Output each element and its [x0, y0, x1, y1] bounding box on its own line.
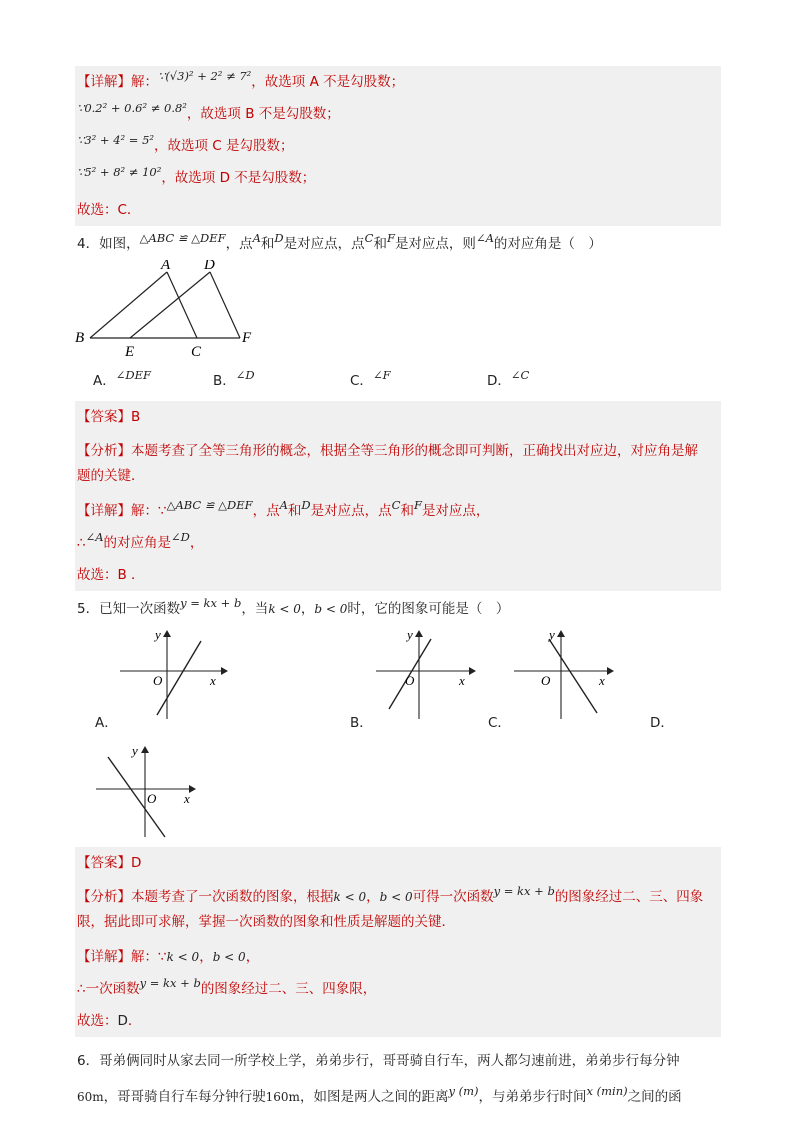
option-math: ∠D — [235, 368, 255, 382]
math-expression: y = kx + b — [139, 976, 201, 990]
origin-label: O — [405, 673, 415, 688]
text: ， — [199, 949, 213, 965]
axis-x-label: x — [599, 673, 605, 688]
q5-analysis — [75, 879, 721, 941]
q4-detail-line-2 — [75, 527, 721, 559]
text: 时，它的图象可能是（ ） — [347, 601, 510, 617]
function-line — [108, 757, 165, 837]
q4-answer-line — [75, 401, 721, 433]
answer-tag: 【答案】 — [77, 855, 131, 871]
analysis-text: 本题考查了一次函数的图象，根据 — [131, 889, 334, 905]
text: ∴一次函数 — [77, 981, 140, 997]
q6-stem-line-2 — [75, 1077, 721, 1113]
math-expression: y (m) — [448, 1084, 479, 1098]
math-expression: ∠A — [475, 231, 494, 245]
math-expression: ∠A — [85, 530, 104, 544]
detail-tag: 【详解】 — [77, 503, 131, 519]
text: ∴ — [77, 535, 86, 551]
math-var: D — [274, 231, 284, 245]
graph-label-c[interactable]: C． — [488, 715, 511, 731]
math-expression: △ABC ≌ △DEF — [139, 231, 226, 245]
option-math: ∠F — [372, 368, 391, 382]
math-var: A — [252, 231, 261, 245]
detail-tag: 【详解】 — [77, 949, 131, 965]
option-d[interactable] — [487, 368, 530, 391]
text: ，与弟弟步行时间 — [478, 1089, 587, 1105]
axis-x-label: x — [210, 673, 216, 688]
segment-ba — [90, 272, 167, 338]
q5-detail-line-2 — [75, 973, 721, 1005]
worksheet-page — [75, 66, 721, 1113]
math-expression: k < 0 — [268, 602, 301, 616]
detail-tag: 【详解】 — [77, 74, 131, 90]
text: 和 — [260, 236, 275, 252]
analysis-tag: 【分析】 — [77, 889, 131, 905]
point-label-e: E — [125, 344, 135, 360]
axis-y-label: y — [549, 627, 555, 642]
answer-tag: 【答案】 — [77, 409, 131, 425]
function-line — [549, 639, 597, 713]
text: ，点 — [252, 503, 280, 519]
math-expression: b < 0 — [212, 950, 246, 964]
text: 是对应点，则 — [394, 236, 476, 252]
graph-d[interactable] — [93, 741, 198, 841]
option-label: A． — [93, 373, 116, 389]
q4-options — [75, 365, 721, 397]
text: 之间的函 — [627, 1089, 682, 1105]
point-label-d: D — [204, 260, 215, 273]
text: ， — [245, 949, 260, 965]
option-label: C． — [350, 373, 373, 389]
math-quantity: 60m — [77, 1090, 104, 1104]
text: ，如图是两人之间的距离 — [299, 1089, 449, 1105]
text: 是对应点，点 — [283, 236, 365, 252]
analysis-text: 题的关键． — [77, 468, 145, 484]
axis-x-label: x — [184, 791, 190, 806]
text: ，故选项 B 不是勾股数； — [186, 106, 340, 122]
math-expression: ∵(√3)² + 2² ≠ 7² — [158, 69, 252, 83]
option-label: D． — [487, 373, 511, 389]
q3-detail-block — [75, 66, 721, 226]
option-math: ∠C — [510, 368, 530, 382]
math-expression: ∠D — [171, 530, 190, 544]
origin-label: O — [147, 791, 157, 806]
question-number: 5．已知一次函数 — [77, 601, 181, 617]
q5-detail-line-1 — [75, 941, 721, 973]
analysis-text: 限，据此即可求解，掌握一次函数的图象和性质是解题的关键． — [77, 914, 455, 930]
axis-y-label: y — [132, 743, 138, 758]
math-expression: b < 0 — [379, 890, 413, 904]
answer-value: D — [117, 1013, 128, 1029]
q3-detail-line-1 — [75, 66, 721, 98]
text: ，故选项 D 不是勾股数； — [161, 170, 316, 186]
answer-value: B — [131, 409, 141, 425]
segment-ac — [167, 272, 197, 338]
answer-value: D — [131, 855, 142, 871]
q4-stem — [75, 228, 721, 260]
analysis-text: 可得一次函数 — [412, 889, 494, 905]
math-var: F — [413, 498, 422, 512]
axis-y-label: y — [155, 627, 161, 642]
q5-solution-block — [75, 847, 721, 1037]
math-var: A — [279, 498, 288, 512]
math-var: C — [364, 231, 374, 245]
q5-answer-line — [75, 847, 721, 879]
origin-label: O — [153, 673, 163, 688]
question-number: 4．如图， — [77, 236, 140, 252]
text: 解：∵ — [131, 503, 167, 519]
q4-detail-line-1 — [75, 495, 721, 527]
text: 故选： — [77, 1013, 118, 1029]
math-expression: k < 0 — [166, 950, 200, 964]
text: 的图象经过二、三、四象限， — [200, 981, 377, 997]
math-expression: x (min) — [586, 1084, 628, 1098]
option-math: ∠DEF — [115, 368, 151, 382]
text: 解： — [131, 74, 158, 90]
math-expression: b < 0 — [314, 602, 348, 616]
text: ，点 — [225, 236, 253, 252]
math-expression: ∵0.2² + 0.6² ≠ 0.8² — [77, 101, 187, 115]
segment-ed — [130, 272, 210, 338]
math-expression: y = kx + b — [180, 596, 242, 610]
math-expression: △ABC ≌ △DEF — [166, 498, 253, 512]
text: ， — [189, 535, 204, 551]
text: ， — [366, 889, 380, 905]
graph-label-d[interactable]: D． — [650, 715, 674, 731]
q4-choose-line: 故选：B ． — [77, 567, 145, 583]
point-label-b: B — [75, 330, 85, 346]
text: 是对应点， — [421, 503, 490, 519]
graph-b[interactable] — [371, 627, 476, 722]
option-c[interactable] — [350, 368, 487, 391]
graph-label-b[interactable]: B． — [350, 715, 373, 731]
text: ． — [127, 1013, 142, 1029]
q4-solution-block — [75, 401, 721, 591]
origin-label: O — [541, 673, 551, 688]
q3-detail-line-4 — [75, 162, 721, 194]
segment-df — [210, 272, 240, 338]
function-line — [157, 641, 201, 715]
graph-label-a[interactable]: A． — [95, 715, 118, 731]
math-expression: k < 0 — [333, 890, 367, 904]
math-expression: ∵3² + 4² = 5² — [77, 133, 154, 147]
text: 和 — [400, 503, 414, 519]
math-var: F — [386, 231, 395, 245]
text: 和 — [287, 503, 302, 519]
axis-x-label: x — [459, 673, 465, 688]
point-label-a: A — [161, 260, 171, 273]
axis-y-label: y — [407, 627, 413, 642]
text: 解：∵ — [131, 949, 167, 965]
text: ，哥哥骑自行车每分钟行驶 — [103, 1089, 266, 1105]
text: ，故选项 C 是勾股数； — [154, 138, 294, 154]
q5-choose-line — [75, 1005, 721, 1037]
analysis-text: 的图象经过二、三、四象 — [554, 889, 704, 905]
text: 是对应点，点 — [310, 503, 392, 519]
math-quantity: 160m — [265, 1090, 300, 1104]
text: 的对应角是（ ） — [493, 236, 602, 252]
math-expression: ∵5² + 8² ≠ 10² — [77, 165, 162, 179]
q4-analysis — [75, 433, 721, 495]
text: 的对应角是 — [103, 535, 172, 551]
math-var: C — [391, 498, 401, 512]
option-b[interactable] — [213, 368, 350, 391]
text: ，故选项 A 不是勾股数； — [251, 74, 405, 90]
q5-stem — [75, 593, 721, 625]
q4-triangle-figure — [75, 260, 275, 365]
graph-a[interactable] — [115, 627, 230, 722]
text: 和 — [373, 236, 387, 252]
graph-c[interactable] — [511, 627, 616, 722]
q3-detail-line-3 — [75, 130, 721, 162]
point-label-f: F — [242, 330, 252, 346]
math-expression: y = kx + b — [493, 884, 555, 898]
q3-choose-line: 故选：C． — [77, 202, 141, 218]
q6-stem-line-1: 6．哥弟俩同时从家去同一所学校上学，弟弟步行，哥哥骑自行车，两人都匀速前进，弟弟步行每分钟 — [77, 1053, 680, 1069]
analysis-text: 本题考查了全等三角形的概念，根据全等三角形的概念即可判断，正确找出对应边，对应角是解 — [131, 443, 698, 459]
text: ， — [300, 601, 315, 617]
text: ，当 — [241, 601, 269, 617]
q5-graph-options — [75, 625, 721, 847]
math-var: D — [301, 498, 311, 512]
point-label-c: C — [191, 344, 202, 360]
q3-detail-line-2 — [75, 98, 721, 130]
option-a[interactable] — [93, 368, 213, 391]
analysis-tag: 【分析】 — [77, 443, 131, 459]
option-label: B． — [213, 373, 236, 389]
